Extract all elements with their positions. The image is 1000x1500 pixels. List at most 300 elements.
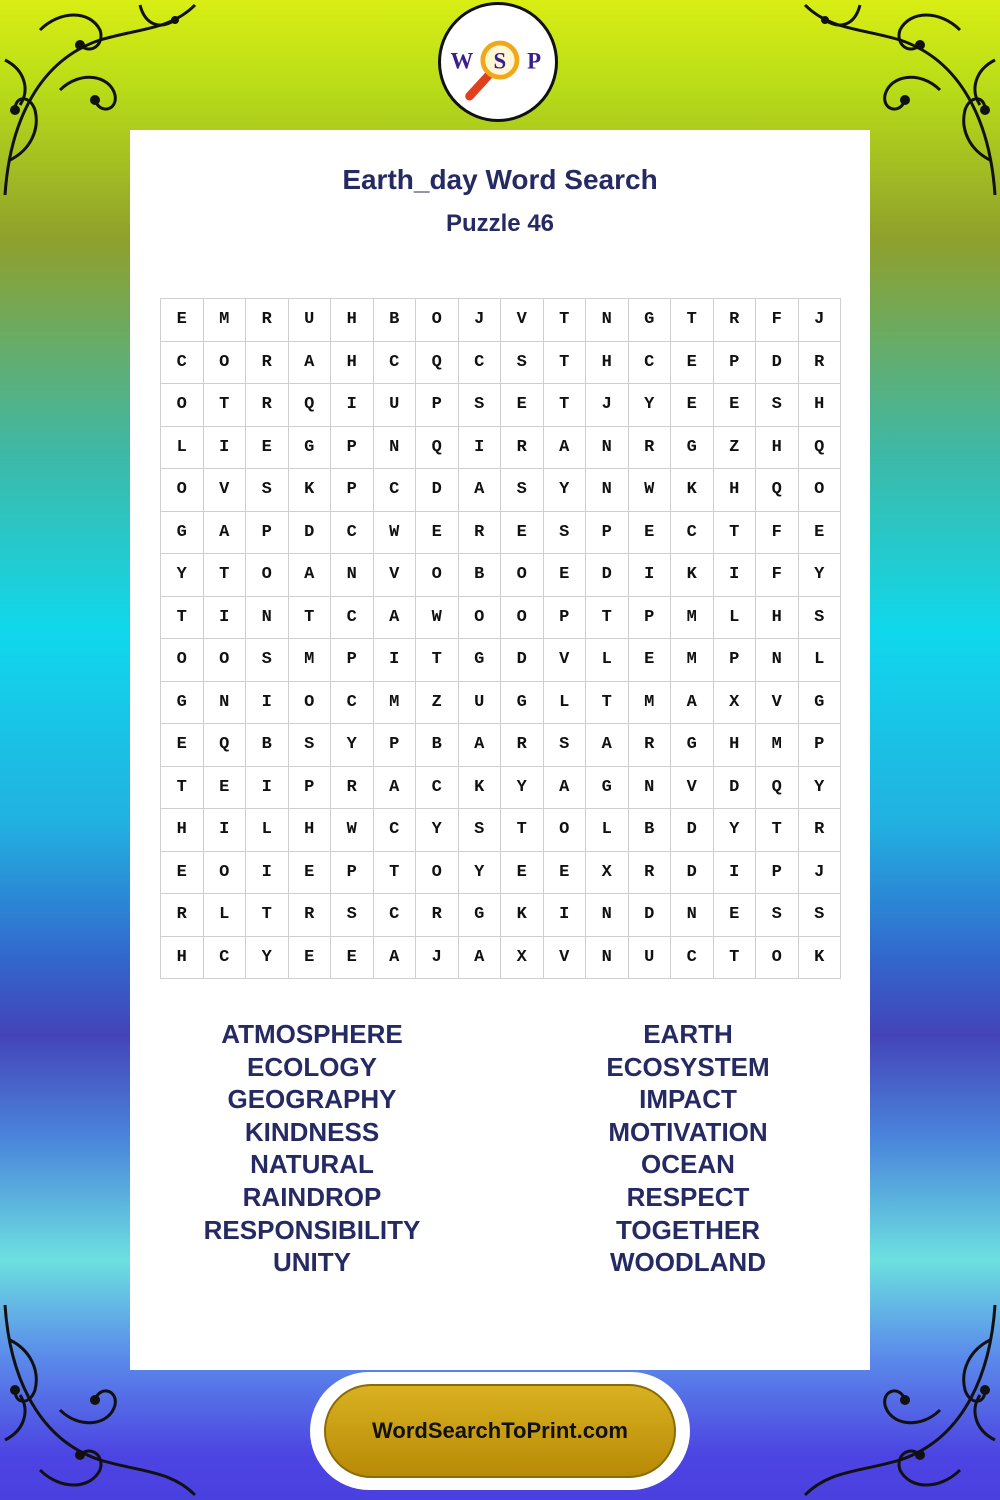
letter-grid — [160, 298, 841, 979]
grid-cell[interactable]: N — [628, 766, 671, 809]
grid-cell[interactable]: I — [246, 766, 289, 809]
grid-cell[interactable]: E — [798, 511, 841, 554]
grid-cell[interactable]: A — [203, 511, 246, 554]
grid-cell[interactable]: I — [628, 554, 671, 597]
grid-cell[interactable]: B — [373, 299, 416, 342]
grid-cell[interactable]: C — [628, 341, 671, 384]
grid-cell[interactable]: C — [416, 766, 459, 809]
grid-cell[interactable]: Z — [416, 681, 459, 724]
grid-cell[interactable]: R — [628, 426, 671, 469]
grid-cell[interactable]: H — [756, 426, 799, 469]
grid-cell[interactable]: G — [161, 681, 204, 724]
word-item: GEOGRAPHY — [227, 1084, 397, 1115]
grid-cell[interactable]: O — [288, 681, 331, 724]
grid-cell[interactable]: R — [798, 341, 841, 384]
grid-cell[interactable]: O — [416, 554, 459, 597]
grid-cell[interactable]: Q — [798, 426, 841, 469]
grid-cell[interactable]: E — [416, 511, 459, 554]
grid-row — [161, 639, 841, 682]
grid-cell[interactable]: R — [246, 341, 289, 384]
grid-cell[interactable]: E — [543, 554, 586, 597]
grid-cell[interactable]: L — [161, 426, 204, 469]
grid-cell[interactable]: E — [246, 426, 289, 469]
grid-cell[interactable]: I — [246, 681, 289, 724]
grid-cell[interactable]: G — [288, 426, 331, 469]
grid-cell[interactable]: C — [331, 596, 374, 639]
grid-cell[interactable]: V — [373, 554, 416, 597]
grid-row — [161, 894, 841, 937]
grid-cell[interactable]: C — [458, 341, 501, 384]
grid-cell[interactable]: P — [798, 724, 841, 767]
grid-cell[interactable]: N — [203, 681, 246, 724]
grid-cell[interactable]: Y — [628, 384, 671, 427]
grid-cell[interactable]: N — [373, 426, 416, 469]
grid-cell[interactable]: A — [671, 681, 714, 724]
grid-row — [161, 809, 841, 852]
grid-cell[interactable]: W — [628, 469, 671, 512]
grid-cell[interactable]: M — [671, 639, 714, 682]
grid-row — [161, 596, 841, 639]
grid-cell[interactable]: I — [203, 596, 246, 639]
grid-cell[interactable]: Y — [713, 809, 756, 852]
grid-cell[interactable]: D — [671, 851, 714, 894]
grid-cell[interactable]: D — [501, 639, 544, 682]
grid-cell[interactable]: O — [203, 639, 246, 682]
grid-cell[interactable]: T — [671, 299, 714, 342]
grid-cell[interactable]: Y — [501, 766, 544, 809]
grid-cell[interactable]: R — [416, 894, 459, 937]
grid-cell[interactable]: T — [713, 936, 756, 979]
grid-cell[interactable]: R — [501, 426, 544, 469]
grid-cell[interactable]: V — [756, 681, 799, 724]
word-item: MOTIVATION — [608, 1116, 768, 1147]
grid-cell[interactable]: L — [203, 894, 246, 937]
grid-cell[interactable]: O — [161, 469, 204, 512]
grid-cell[interactable]: N — [586, 936, 629, 979]
grid-cell[interactable]: I — [713, 851, 756, 894]
grid-cell[interactable]: N — [586, 299, 629, 342]
grid-cell[interactable]: J — [798, 299, 841, 342]
grid-cell[interactable]: S — [756, 894, 799, 937]
grid-cell[interactable]: N — [246, 596, 289, 639]
grid-cell[interactable]: O — [798, 469, 841, 512]
grid-cell[interactable]: H — [756, 596, 799, 639]
grid-cell[interactable]: K — [458, 766, 501, 809]
grid-cell[interactable]: E — [713, 894, 756, 937]
word-item: TOGETHER — [616, 1214, 760, 1245]
grid-cell[interactable]: G — [458, 894, 501, 937]
grid-cell[interactable]: H — [161, 936, 204, 979]
grid-cell[interactable]: Q — [203, 724, 246, 767]
grid-cell[interactable]: N — [671, 894, 714, 937]
word-item: RESPONSIBILITY — [203, 1214, 421, 1245]
grid-cell[interactable]: R — [501, 724, 544, 767]
grid-cell[interactable]: T — [756, 809, 799, 852]
grid-cell[interactable]: A — [586, 724, 629, 767]
grid-cell[interactable]: L — [798, 639, 841, 682]
grid-cell[interactable]: I — [713, 554, 756, 597]
magnifier-logo-icon — [441, 5, 555, 119]
grid-row — [161, 724, 841, 767]
grid-cell[interactable]: J — [416, 936, 459, 979]
grid-cell[interactable]: N — [756, 639, 799, 682]
grid-cell[interactable]: T — [416, 639, 459, 682]
grid-cell[interactable]: F — [756, 299, 799, 342]
grid-cell[interactable]: E — [501, 851, 544, 894]
grid-cell[interactable]: R — [246, 384, 289, 427]
grid-row — [161, 681, 841, 724]
grid-cell[interactable]: O — [501, 554, 544, 597]
grid-cell[interactable]: M — [756, 724, 799, 767]
grid-cell[interactable]: N — [586, 426, 629, 469]
grid-cell[interactable]: E — [628, 639, 671, 682]
grid-cell[interactable]: W — [331, 809, 374, 852]
grid-cell[interactable]: E — [671, 384, 714, 427]
grid-cell[interactable]: L — [543, 681, 586, 724]
grid-cell[interactable]: Y — [543, 469, 586, 512]
word-item: ECOSYSTEM — [606, 1051, 770, 1082]
grid-cell[interactable]: O — [246, 554, 289, 597]
grid-cell[interactable]: T — [288, 596, 331, 639]
grid-cell[interactable]: E — [203, 766, 246, 809]
grid-cell[interactable]: O — [203, 341, 246, 384]
grid-cell[interactable]: E — [501, 511, 544, 554]
word-list-right — [528, 1018, 848, 1279]
grid-cell[interactable]: C — [331, 511, 374, 554]
grid-row — [161, 851, 841, 894]
grid-cell[interactable]: D — [416, 469, 459, 512]
grid-cell[interactable]: C — [671, 936, 714, 979]
word-item: RESPECT — [626, 1181, 750, 1212]
grid-cell[interactable]: C — [671, 511, 714, 554]
grid-cell[interactable]: O — [458, 596, 501, 639]
grid-cell[interactable]: N — [331, 554, 374, 597]
logo-letter-w: W — [450, 48, 474, 74]
grid-cell[interactable]: C — [161, 341, 204, 384]
grid-cell[interactable]: N — [586, 894, 629, 937]
grid-cell[interactable]: S — [501, 341, 544, 384]
grid-cell[interactable]: P — [331, 469, 374, 512]
grid-cell[interactable]: L — [246, 809, 289, 852]
grid-cell[interactable]: D — [586, 554, 629, 597]
grid-cell[interactable]: Y — [161, 554, 204, 597]
word-item: NATURAL — [250, 1149, 374, 1180]
grid-cell[interactable]: B — [416, 724, 459, 767]
grid-cell[interactable]: C — [373, 469, 416, 512]
grid-cell[interactable]: C — [373, 809, 416, 852]
grid-cell[interactable]: H — [331, 299, 374, 342]
word-item: RAINDROP — [242, 1181, 382, 1212]
grid-cell[interactable]: O — [416, 299, 459, 342]
grid-cell[interactable]: G — [798, 681, 841, 724]
grid-cell[interactable]: M — [373, 681, 416, 724]
grid-row — [161, 554, 841, 597]
grid-cell[interactable]: T — [586, 681, 629, 724]
grid-cell[interactable]: H — [161, 809, 204, 852]
grid-cell[interactable]: K — [288, 469, 331, 512]
grid-cell[interactable]: Q — [288, 384, 331, 427]
grid-cell[interactable]: G — [671, 426, 714, 469]
grid-cell[interactable]: P — [713, 341, 756, 384]
grid-cell[interactable]: K — [501, 894, 544, 937]
grid-cell[interactable]: D — [628, 894, 671, 937]
grid-cell[interactable]: T — [543, 341, 586, 384]
grid-cell[interactable]: O — [756, 936, 799, 979]
grid-cell[interactable]: S — [543, 724, 586, 767]
grid-cell[interactable]: U — [458, 681, 501, 724]
grid-cell[interactable]: A — [543, 426, 586, 469]
grid-cell[interactable]: N — [586, 469, 629, 512]
grid-cell[interactable]: A — [373, 766, 416, 809]
word-item: OCEAN — [641, 1149, 735, 1180]
word-item: KINDNESS — [244, 1116, 380, 1147]
grid-cell[interactable]: Y — [798, 766, 841, 809]
word-item: WOODLAND — [610, 1247, 766, 1278]
grid-cell[interactable]: K — [798, 936, 841, 979]
grid-cell[interactable]: Y — [798, 554, 841, 597]
grid-cell[interactable]: A — [373, 936, 416, 979]
grid-cell[interactable]: D — [756, 341, 799, 384]
grid-cell[interactable]: T — [373, 851, 416, 894]
grid-cell[interactable]: T — [501, 809, 544, 852]
grid-cell[interactable]: V — [543, 936, 586, 979]
grid-cell[interactable]: R — [628, 851, 671, 894]
grid-cell[interactable]: F — [756, 554, 799, 597]
grid-cell[interactable]: M — [203, 299, 246, 342]
grid-cell[interactable]: O — [161, 639, 204, 682]
grid-cell[interactable]: Y — [416, 809, 459, 852]
grid-row — [161, 766, 841, 809]
grid-cell[interactable]: I — [331, 384, 374, 427]
grid-cell[interactable]: T — [586, 596, 629, 639]
grid-cell[interactable]: H — [288, 809, 331, 852]
grid-cell[interactable]: W — [416, 596, 459, 639]
grid-cell[interactable]: U — [373, 384, 416, 427]
grid-cell[interactable]: L — [586, 639, 629, 682]
grid-cell[interactable]: Z — [713, 426, 756, 469]
grid-cell[interactable]: G — [161, 511, 204, 554]
grid-cell[interactable]: T — [713, 511, 756, 554]
grid-cell[interactable]: X — [713, 681, 756, 724]
puzzle-number: Puzzle 46 — [445, 210, 555, 237]
grid-cell[interactable]: V — [543, 639, 586, 682]
grid-cell[interactable]: P — [246, 511, 289, 554]
grid-cell[interactable]: R — [288, 894, 331, 937]
grid-cell[interactable]: E — [628, 511, 671, 554]
grid-row — [161, 341, 841, 384]
grid-cell[interactable]: E — [671, 341, 714, 384]
site-link-button[interactable]: WordSearchToPrint.com — [324, 1384, 676, 1478]
grid-cell[interactable]: C — [373, 341, 416, 384]
word-item: UNITY — [273, 1247, 351, 1278]
grid-cell[interactable]: R — [713, 299, 756, 342]
grid-cell[interactable]: V — [671, 766, 714, 809]
grid-cell[interactable]: O — [543, 809, 586, 852]
wsp-logo[interactable] — [438, 2, 558, 122]
grid-cell[interactable]: P — [628, 596, 671, 639]
grid-cell[interactable]: K — [671, 554, 714, 597]
grid-cell[interactable]: G — [458, 639, 501, 682]
grid-cell[interactable]: E — [161, 851, 204, 894]
grid-cell[interactable]: R — [628, 724, 671, 767]
grid-cell[interactable]: P — [331, 639, 374, 682]
grid-cell[interactable]: A — [458, 724, 501, 767]
grid-cell[interactable]: B — [458, 554, 501, 597]
grid-cell[interactable]: I — [203, 426, 246, 469]
grid-cell[interactable]: H — [331, 341, 374, 384]
grid-cell[interactable]: F — [756, 511, 799, 554]
grid-cell[interactable]: H — [713, 724, 756, 767]
grid-cell[interactable]: V — [501, 299, 544, 342]
grid-cell[interactable]: G — [501, 681, 544, 724]
grid-cell[interactable]: H — [798, 384, 841, 427]
grid-cell[interactable]: S — [756, 384, 799, 427]
grid-cell[interactable]: S — [458, 809, 501, 852]
grid-cell[interactable]: S — [246, 469, 289, 512]
grid-cell[interactable]: I — [246, 851, 289, 894]
grid-cell[interactable]: W — [373, 511, 416, 554]
grid-cell[interactable]: A — [373, 596, 416, 639]
grid-cell[interactable]: R — [246, 299, 289, 342]
grid-cell[interactable]: E — [161, 724, 204, 767]
grid-cell[interactable]: O — [161, 384, 204, 427]
word-item: EARTH — [643, 1019, 733, 1049]
logo-letter-s: S — [493, 48, 507, 74]
grid-cell[interactable]: E — [288, 936, 331, 979]
grid-cell[interactable]: M — [628, 681, 671, 724]
grid-row — [161, 469, 841, 512]
grid-cell[interactable]: C — [373, 894, 416, 937]
grid-cell[interactable]: S — [288, 724, 331, 767]
grid-cell[interactable]: M — [671, 596, 714, 639]
grid-cell[interactable]: E — [713, 384, 756, 427]
grid-row — [161, 384, 841, 427]
grid-cell[interactable]: C — [203, 936, 246, 979]
grid-cell[interactable]: O — [501, 596, 544, 639]
grid-cell[interactable]: X — [501, 936, 544, 979]
grid-row — [161, 426, 841, 469]
grid-cell[interactable]: I — [373, 639, 416, 682]
grid-cell[interactable]: L — [713, 596, 756, 639]
grid-cell[interactable]: V — [203, 469, 246, 512]
grid-cell[interactable]: A — [288, 554, 331, 597]
grid-cell[interactable]: Q — [756, 766, 799, 809]
grid-cell[interactable]: S — [331, 894, 374, 937]
grid-row — [161, 299, 841, 342]
grid-cell[interactable]: P — [331, 851, 374, 894]
grid-cell[interactable]: S — [501, 469, 544, 512]
grid-cell[interactable]: H — [713, 469, 756, 512]
grid-cell[interactable]: B — [246, 724, 289, 767]
grid-cell[interactable]: Q — [416, 341, 459, 384]
grid-cell[interactable]: J — [798, 851, 841, 894]
grid-cell[interactable]: B — [628, 809, 671, 852]
grid-cell[interactable]: P — [373, 724, 416, 767]
grid-cell[interactable]: I — [458, 426, 501, 469]
grid-cell[interactable]: A — [543, 766, 586, 809]
grid-cell[interactable]: A — [458, 936, 501, 979]
grid-cell[interactable]: C — [331, 681, 374, 724]
grid-cell[interactable]: S — [458, 384, 501, 427]
grid-cell[interactable]: L — [586, 809, 629, 852]
grid-cell[interactable]: G — [586, 766, 629, 809]
grid-cell[interactable]: G — [671, 724, 714, 767]
grid-cell[interactable]: M — [288, 639, 331, 682]
grid-row — [161, 511, 841, 554]
logo-letter-p: P — [527, 48, 542, 74]
grid-cell[interactable]: T — [246, 894, 289, 937]
grid-cell[interactable]: R — [798, 809, 841, 852]
grid-cell[interactable]: S — [798, 894, 841, 937]
grid-cell[interactable]: T — [543, 384, 586, 427]
grid-cell[interactable]: D — [288, 511, 331, 554]
grid-cell[interactable]: E — [161, 299, 204, 342]
grid-row — [161, 936, 841, 979]
grid-cell[interactable]: A — [458, 469, 501, 512]
grid-cell[interactable]: P — [756, 851, 799, 894]
grid-cell[interactable]: T — [203, 384, 246, 427]
grid-cell[interactable]: S — [543, 511, 586, 554]
grid-cell[interactable]: R — [331, 766, 374, 809]
grid-cell[interactable]: T — [203, 554, 246, 597]
grid-cell[interactable]: D — [671, 809, 714, 852]
grid-cell[interactable]: T — [161, 766, 204, 809]
grid-cell[interactable]: P — [586, 511, 629, 554]
grid-cell[interactable]: D — [713, 766, 756, 809]
grid-cell[interactable]: T — [543, 299, 586, 342]
grid-cell[interactable]: A — [288, 341, 331, 384]
grid-cell[interactable]: Y — [458, 851, 501, 894]
grid-cell[interactable]: T — [161, 596, 204, 639]
grid-cell[interactable]: P — [543, 596, 586, 639]
word-list-left — [152, 1018, 472, 1279]
grid-cell[interactable]: X — [586, 851, 629, 894]
word-item: IMPACT — [639, 1084, 737, 1115]
word-item: ECOLOGY — [246, 1051, 377, 1082]
grid-cell[interactable]: Y — [331, 724, 374, 767]
grid-cell[interactable]: P — [331, 426, 374, 469]
grid-cell[interactable]: P — [416, 384, 459, 427]
grid-cell[interactable]: Q — [416, 426, 459, 469]
grid-cell[interactable]: R — [161, 894, 204, 937]
puzzle-sheet — [130, 130, 870, 1370]
grid-cell[interactable]: R — [458, 511, 501, 554]
grid-cell[interactable]: E — [288, 851, 331, 894]
grid-cell[interactable]: K — [671, 469, 714, 512]
grid-cell[interactable]: E — [501, 384, 544, 427]
grid-cell[interactable]: J — [458, 299, 501, 342]
grid-cell[interactable]: Q — [756, 469, 799, 512]
grid-cell[interactable]: E — [543, 851, 586, 894]
grid-cell[interactable]: P — [288, 766, 331, 809]
grid-cell[interactable]: U — [288, 299, 331, 342]
grid-cell[interactable]: G — [628, 299, 671, 342]
grid-cell[interactable]: I — [543, 894, 586, 937]
grid-cell[interactable]: J — [586, 384, 629, 427]
grid-cell[interactable]: H — [586, 341, 629, 384]
grid-cell[interactable]: O — [416, 851, 459, 894]
grid-cell[interactable]: P — [713, 639, 756, 682]
grid-cell[interactable]: Y — [246, 936, 289, 979]
grid-cell[interactable]: O — [203, 851, 246, 894]
grid-cell[interactable]: S — [798, 596, 841, 639]
grid-cell[interactable]: S — [246, 639, 289, 682]
grid-cell[interactable]: E — [331, 936, 374, 979]
grid-cell[interactable]: I — [203, 809, 246, 852]
page-title: Earth_day Word Search — [342, 164, 658, 195]
grid-cell[interactable]: U — [628, 936, 671, 979]
word-item: ATMOSPHERE — [221, 1019, 403, 1049]
